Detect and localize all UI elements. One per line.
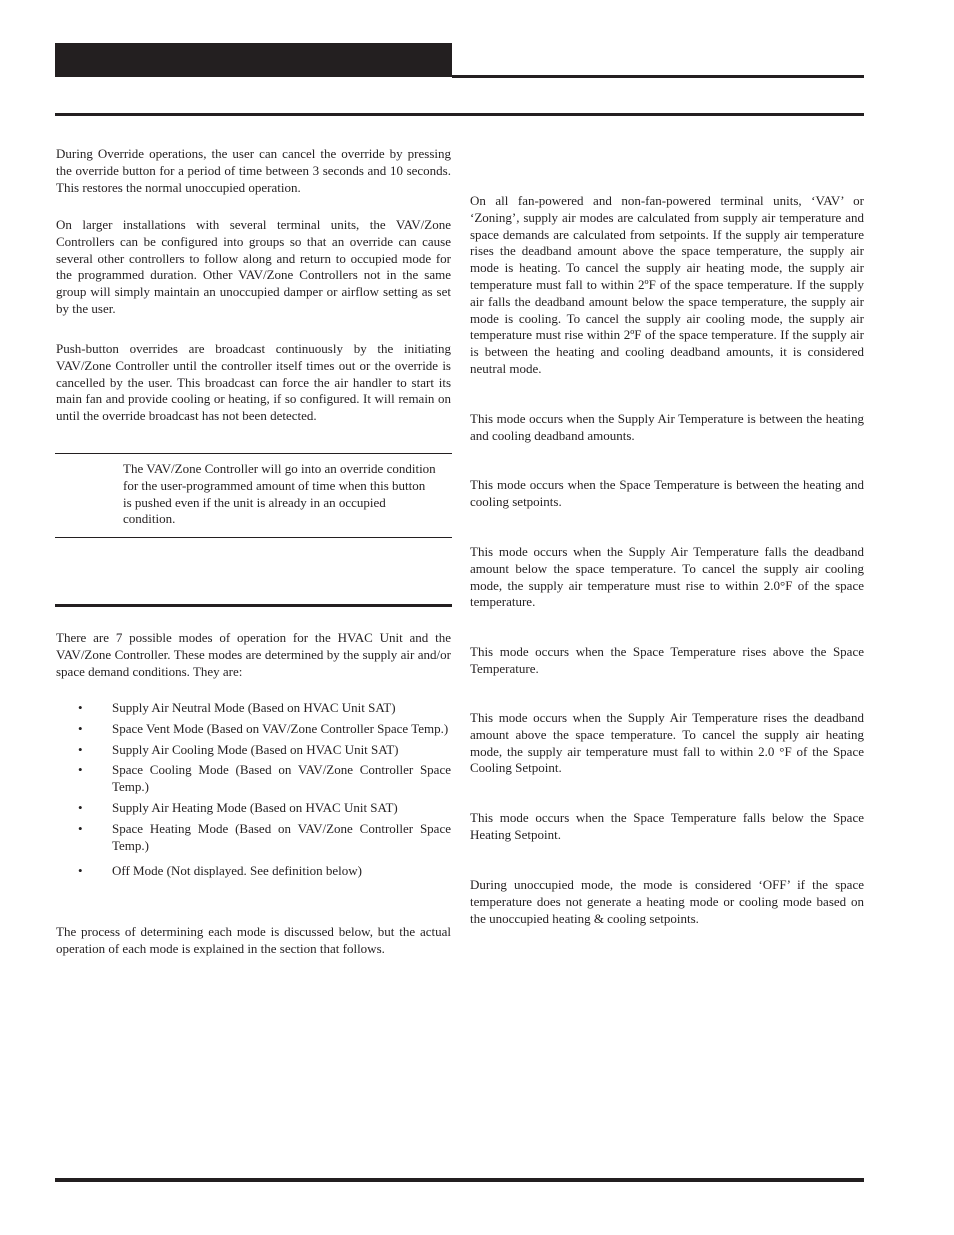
header-bar (55, 43, 452, 77)
list-item: • Supply Air Heating Mode (Based on HVAC Unit SAT) (78, 799, 398, 815)
mode-calculation-paragraph: On all fan-powered and non-fan-powered terminal units, ‘VAV’ or ‘Zoning’, supply air modes are calculated from supply air temperature and space demands are calculated from setpoints. If the supply air temperature rises the deadband amount above the space temperature, the supply air mode is heating. To cancel the supply air heating mode, the supply air temperature must fall to within 2ºF of the space temperature. If the supply air falls the deadband amount below the space temperature, the supply air mode is cooling. To cancel the supply air cooling mode, the supply air temperature must rise within 2ºF of the space temperature. If the supply air is between the heating and cooling deadband amounts, it is considered neutral mode. (470, 193, 864, 376)
space-heating-paragraph: This mode occurs when the Space Temperature falls below the Space Heating Setpoint. (470, 810, 864, 842)
override-cancel-paragraph: During Override operations, the user can cancel the override by pressing the override button for a period of time between 3 seconds and 10 seconds. This restores the normal unoccupied operation. (56, 146, 451, 195)
list-item: • Supply Air Cooling Mode (Based on HVAC Unit SAT) (78, 741, 399, 757)
top-rule (55, 113, 864, 116)
modes-intro-paragraph: There are 7 possible modes of operation for the HVAC Unit and the VAV/Zone Controller. These modes are determined by the supply air and/or space demand conditions. They are: (56, 630, 451, 679)
list-item: • Space Heating Mode (Based on VAV/Zone Controller Space Temp.) (78, 820, 451, 853)
list-item: • Off Mode (Not displayed. See definition below) (78, 863, 362, 879)
broadcast-paragraph: Push-button overrides are broadcast continuously by the initiating VAV/Zone Controller until the controller itself times out or the override is cancelled by the user. This broadcast can force the air handler to start its main fan and provide cooling or heating, if so configured. It will remain on until the override broadcast has not been detected. (56, 341, 451, 424)
bullet-icon: • (78, 799, 83, 815)
list-item: • Space Vent Mode (Based on VAV/Zone Controller Space Temp.) (78, 720, 449, 736)
bullet-icon: • (78, 720, 83, 736)
group-override-paragraph: On larger installations with several terminal units, the VAV/Zone Controllers can be configured into groups so that an override can cause several other controllers to follow along and return to occupied mode for the programmed duration. Other VAV/Zone Controllers not in the same group will simply maintain an unoccupied damper or airflow setting as set by the user. (56, 217, 451, 316)
bullet-icon: • (78, 741, 83, 757)
header-rule (452, 75, 864, 78)
bullet-icon: • (78, 700, 83, 715)
modes-process-paragraph: The process of determining each mode is discussed below, but the actual operation of each mode is explained in the section that follows. (56, 924, 451, 956)
section-rule (55, 604, 452, 607)
supply-air-cooling-paragraph: This mode occurs when the Supply Air Temperature falls the deadband amount below the space temperature. To cancel the supply air cooling mode, the supply air temperature must rise to within 2.0°F of the space temperature. (470, 544, 864, 610)
list-item: • Supply Air Neutral Mode (Based on HVAC Unit SAT) (78, 700, 396, 715)
bullet-icon: • (78, 863, 83, 879)
note-divider-top (55, 453, 452, 454)
bullet-icon: • (78, 762, 83, 778)
space-vent-paragraph: This mode occurs when the Space Temperature is between the heating and cooling setpoints. (470, 477, 864, 509)
bullet-icon: • (78, 820, 83, 836)
note-text: The VAV/Zone Controller will go into an override condition for the user-programmed amount of time when this button is pushed even if the unit is already in an occupied condition. (123, 461, 436, 527)
note-divider-bottom (55, 537, 452, 538)
modes-list (56, 700, 451, 880)
supply-air-heating-paragraph: This mode occurs when the Supply Air Temperature rises the deadband amount above the space temperature. To cancel the supply air heating mode, the supply air temperature must fall to within 2.0 °F of the Space Cooling Setpoint. (470, 710, 864, 776)
space-cooling-paragraph: This mode occurs when the Space Temperature rises above the Space Temperature. (470, 644, 864, 676)
off-mode-paragraph: During unoccupied mode, the mode is considered ‘OFF’ if the space temperature does not generate a heating mode or cooling mode based on the unoccupied heating & cooling setpoints. (470, 877, 864, 926)
supply-air-neutral-paragraph: This mode occurs when the Supply Air Temperature is between the heating and cooling deadband amounts. (470, 411, 864, 443)
list-item: • Space Cooling Mode (Based on VAV/Zone Controller Space Temp.) (78, 762, 451, 795)
bottom-rule (55, 1178, 864, 1182)
